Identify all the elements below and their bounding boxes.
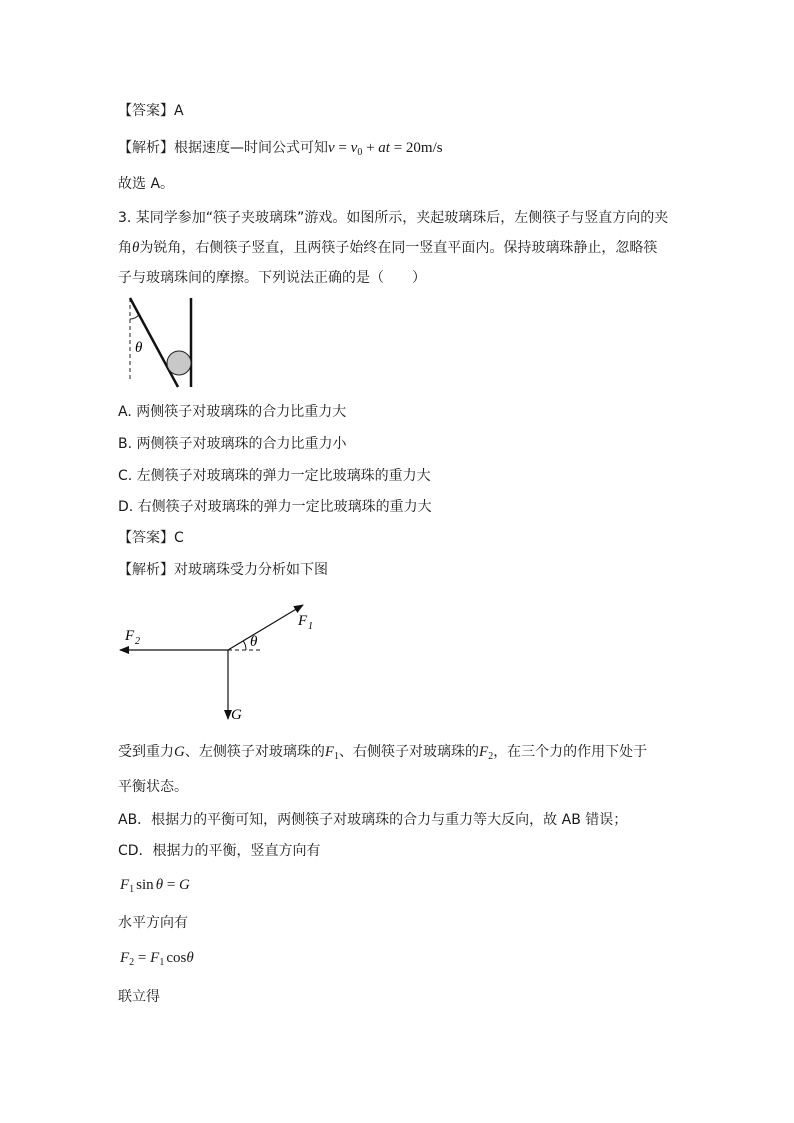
explain-line-2: 平衡状态。: [118, 779, 188, 795]
theta-symbol: θ: [132, 240, 140, 256]
velocity-formula: $v = v_0$ + at = 20m/s: [328, 140, 443, 158]
option-c: C. 左侧筷子对玻璃珠的弹力一定比玻璃珠的重力大: [118, 468, 431, 484]
question-3-line-3: 子与玻璃珠间的摩擦。下列说法正确的是（ ）: [118, 270, 426, 286]
explain-ab: AB．根据力的平衡可知，两侧筷子对玻璃珠的合力与重力等大反向，故 AB 错误；: [118, 812, 628, 828]
question-3-line-2: 角θ为锐角，右侧筷子竖直，且两筷子始终在同一竖直平面内。保持玻璃珠静止，忽略筷: [118, 240, 658, 256]
f1-label: F: [298, 613, 308, 629]
glass-bead: [167, 351, 191, 375]
explain-cd: CD．根据力的平衡，竖直方向有: [118, 843, 321, 859]
f2-subscript: 2: [135, 636, 140, 647]
f1-subscript: 1: [308, 621, 313, 632]
explain-horizontal: 水平方向有: [118, 915, 188, 931]
chopsticks-figure: [118, 295, 208, 390]
explain-line-1: 受到重力G、左侧筷子对玻璃珠的$F_1$、右侧筷子对玻璃珠的$F_2$，在三个力的作用下处于: [118, 744, 648, 762]
analysis-line-1: [118, 138, 443, 163]
answer-value: C: [174, 530, 184, 546]
analysis-text: 对玻璃珠受力分析如下图: [174, 562, 328, 578]
conclusion-line: 故选 A。: [118, 176, 175, 192]
analysis-label: 【解析】: [118, 562, 174, 578]
option-a: A. 两侧筷子对玻璃珠的合力比重力大: [118, 404, 347, 420]
answer-label: 【答案】: [118, 530, 174, 546]
explain-combine: 联立得: [118, 989, 160, 1005]
g-label: G: [231, 707, 242, 723]
option-b: B. 两侧筷子对玻璃珠的合力比重力小: [118, 436, 347, 452]
f2-label: F: [125, 628, 135, 644]
option-d: D. 右侧筷子对玻璃珠的弹力一定比玻璃珠的重力大: [118, 499, 432, 515]
answer-line-1: [118, 101, 184, 121]
equation-horizontal: $F_2 = F_1$ cosθ: [120, 950, 194, 968]
angle-arc: [130, 315, 139, 319]
theta-label: θ: [135, 340, 143, 356]
force-diagram: [110, 595, 330, 730]
analysis-text: 根据速度—时间公式可知: [174, 140, 328, 156]
answer-label: 【答案】: [118, 103, 174, 119]
equation-vertical: $F_1$ sin θ = G: [120, 877, 190, 895]
theta-arc: [243, 641, 246, 650]
question-3-line-1: 3. 某同学参加“筷子夹玻璃珠”游戏。如图所示，夹起玻璃珠后，左侧筷子与竖直方向的夹: [118, 210, 669, 226]
analysis-line-3: [118, 560, 328, 580]
force-f1-arrow: [228, 605, 303, 650]
theta-label: θ: [250, 634, 258, 650]
analysis-label: 【解析】: [118, 140, 174, 156]
answer-value: A: [174, 103, 184, 119]
answer-line-3: [118, 528, 184, 548]
